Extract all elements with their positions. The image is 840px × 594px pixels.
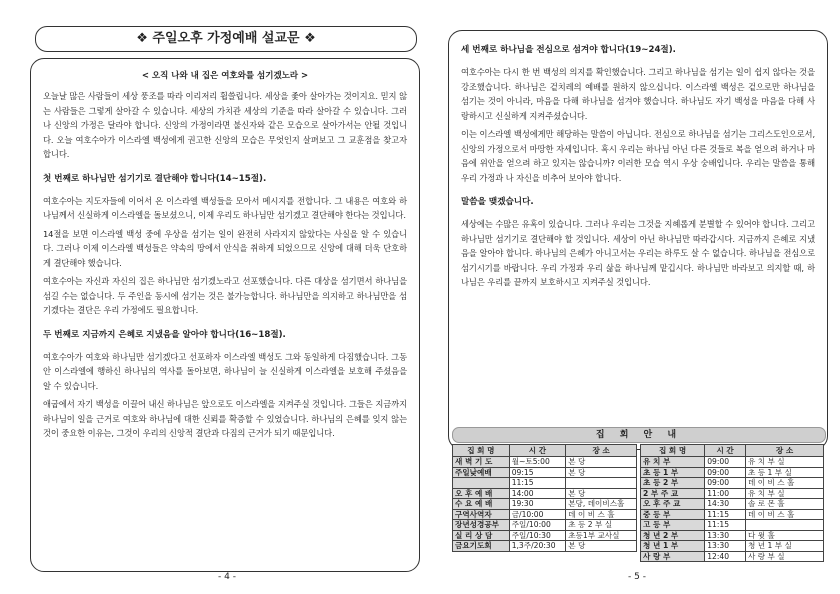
- meeting-time-cell: 주일/10:00: [509, 520, 566, 531]
- meeting-place-cell: 데 이 비 스 홀: [566, 509, 637, 520]
- meeting-guide-header: 집 회 안 내: [452, 427, 826, 443]
- meeting-place-cell: [566, 478, 637, 489]
- meeting-time-cell: 12:40: [705, 551, 746, 562]
- meeting-time-cell: 1,3주/20:30: [509, 541, 566, 552]
- section-2-paragraph-1: 여호수아가 여호와 하나님만 섬기겠다고 선포하자 이스라엘 백성도 그와 동일하게 다짐했습니다. 그동안 이스라엘에 행하신 하나님의 역사를 돌아보면, 하나님이 늘 신실하게 이스라엘을 보호해 주셨음을 알 수 있습니다.: [43, 351, 407, 391]
- meeting-name-cell: 오 후 예 배: [453, 488, 510, 499]
- meeting-time-cell: 11:15: [705, 520, 746, 531]
- sermon-right-panel: [448, 30, 828, 450]
- section-1-paragraph-2: 14절을 보면 이스라엘 백성 중에 우상을 섬기는 일이 완전히 사라지지 않았다는 사실을 알 수 있습니다. 그러나 이제 이스라엘 백성들은 약속의 땅에서 안식을 취하게 되었으므로 신앙에 대해 더욱 단호하게 결단해야 했습니다.: [43, 228, 407, 268]
- meeting-name-cell: 구역사역자: [453, 509, 510, 520]
- meeting-time-cell: 09:15: [509, 467, 566, 478]
- meeting-time-cell: 13:30: [705, 530, 746, 541]
- col-header: 집 회 명: [453, 445, 510, 457]
- meeting-name-cell: 2 부 주 교: [641, 488, 705, 499]
- meeting-table-left: [452, 444, 637, 552]
- meeting-place-cell: 본 당: [566, 467, 637, 478]
- meeting-name-cell: 오 후 주 교: [641, 499, 705, 510]
- meeting-place-cell: 솔 로 몬 홀: [746, 499, 824, 510]
- meeting-name-cell: 금요기도회: [453, 541, 510, 552]
- section-2-paragraph-2: 애굽에서 자기 백성을 이끌어 내신 하나님은 앞으로도 이스라엘을 지켜주실 것입니다. 그들은 지금까지 하나님이 일을 근거로 여호와 하나님에 대한 신뢰를 확증할 수 있었습니다. 하나님의 은혜를 잊지 않는 것이 중요한 이유는, 그것이 우리의 신앙적 결단과 다짐의 근거가 되기 때문입니다.: [43, 399, 407, 438]
- meeting-place-cell: 초 등 1 부 실: [746, 467, 824, 478]
- section-1-heading: 첫 번째로 하나님만 섬기기로 결단해야 합니다(14~15절).: [43, 173, 267, 184]
- table-row: [453, 467, 637, 478]
- meeting-name-cell: 중 등 부: [641, 509, 705, 520]
- meeting-name-cell: 새 벽 기 도: [453, 457, 510, 468]
- meeting-place-cell: 유 치 부 실: [746, 457, 824, 468]
- table-row: [641, 541, 824, 552]
- section-3-paragraph-2: 이는 이스라엘 백성에게만 해당하는 말씀이 아닙니다. 전심으로 하나님을 섬기는 그리스도인으로서, 신앙의 가정으로서 마땅한 자세입니다. 혹시 우리는 하나님 아닌 다른 것들로 복을 얻으려 하거나 마음에 위안을 얻으려 하고 있지는 않습니까? 이러한 모습 역시 우상 숭배입니다. 우리는 말씀을 통해 우리 가정과 나 자신을 비추어 보아야 합니다.: [461, 129, 815, 183]
- meeting-time-cell: 09:00: [705, 478, 746, 489]
- meeting-place-cell: 본 당: [566, 541, 637, 552]
- table-row: [453, 530, 637, 541]
- meeting-time-cell: 13:30: [705, 541, 746, 552]
- meeting-name-cell: 수 요 예 배: [453, 499, 510, 510]
- meeting-name-cell: [453, 478, 510, 489]
- table-row: [641, 530, 824, 541]
- section-2-heading: 두 번째로 지금까지 은혜로 지냈음을 알아야 합니다(16~18절).: [43, 329, 286, 340]
- sermon-subtitle: < 오직 나와 내 집은 여호와를 섬기겠노라 >: [141, 71, 309, 81]
- table-row: [641, 509, 824, 520]
- table-row: [641, 467, 824, 478]
- table-row: [453, 457, 637, 468]
- table-row: [453, 478, 637, 489]
- intro-paragraph: 오늘날 많은 사람들이 세상 풍조를 따라 이리저리 휩쓸립니다. 세상을 좇아 살아가는 것이지요. 믿지 않는 사람들은 그렇게 살아갈 수 있습니다. 세상의 가치관 세상의 기준을 따라 살아갈 수 있습니다. 그러나 신앙의 가정은 달라야 합니다. 신앙의 가정이라면 불신자와 같은 모습으로 살아가서는 안될 것입니다. 오늘 여호수아가 이스라엘 백성에게 권고한 신앙의 모습은 무엇인지 살펴보고 그 교훈점을 찾고자 합니다.: [43, 91, 407, 159]
- meeting-name-cell: 고 등 부: [641, 520, 705, 531]
- meeting-name-cell: 청 년 2 부: [641, 530, 705, 541]
- meeting-place-cell: 다 윗 홀: [746, 530, 824, 541]
- meeting-place-cell: 본당, 데이비스홀: [566, 499, 637, 510]
- section-1-paragraph-1: 여호수아는 지도자들에 이어서 온 이스라엘 백성들을 모아서 메시지를 전합니다. 그 내용은 여호와 하나님께서 신실하게 이스라엘을 돌보셨으니, 이제 우리도 하나님만 섬기겠고 결단해야 한다는 것입니다.: [43, 195, 407, 220]
- meeting-time-cell: 11:15: [509, 478, 566, 489]
- conclusion-paragraph: 세상에는 수많은 유혹이 있습니다. 그러나 우리는 그것을 지혜롭게 분별할 수 있어야 합니다. 그리고 하나님만 섬기기로 결단해야 할 것입니다. 세상이 아닌 하나님만 따라갑시다. 지금까지 은혜로 지냈음을 알아야 합니다. 하나님의 은혜가 아니고서는 우리는 하루도 살 수 없습니다. 하나님을 전심으로 섬기시기를 바랍니다. 우리 가정과 우리 삶을 하나님께 맡깁시다. 하나님만 바라보고 의지할 때, 하나님은 우리를 끝까지 보호하시고 지켜주실 것입니다.: [461, 219, 815, 287]
- col-header: 장 소: [746, 445, 824, 457]
- meeting-name-cell: 초 등 1 부: [641, 467, 705, 478]
- meeting-table-right: [640, 444, 824, 562]
- table-row: [641, 478, 824, 489]
- meeting-name-cell: 실 리 상 담: [453, 530, 510, 541]
- col-header: 집 회 명: [641, 445, 705, 457]
- col-header: 시 간: [509, 445, 566, 457]
- sermon-title: ❖ 주일오후 가정예배 설교문 ❖: [35, 26, 417, 52]
- meeting-place-cell: 본 당: [566, 488, 637, 499]
- section-3-paragraph-1: 여호수아는 다시 한 번 백성의 의지를 확인했습니다. 그리고 하나님을 섬기는 일이 쉽지 않다는 것을 강조했습니다. 하나님은 겉치레의 예배를 원하지 않으십니다. 이스라엘 백성은 겉으로만 하나님을 섬기는 것이 아니라, 마음을 다해 하나님을 섬겨야 했습니다. 하나님도 자기 백성을 마음을 다해 사랑하시고 신실하게 지켜주셨습니다.: [461, 67, 815, 121]
- meeting-place-cell: 청 년 1 부 실: [746, 541, 824, 552]
- meeting-name-cell: 유 치 부: [641, 457, 705, 468]
- table-row: [641, 499, 824, 510]
- table-row: [641, 520, 824, 531]
- page-number-right: - 5 -: [628, 572, 646, 582]
- table-row: [641, 457, 824, 468]
- col-header: 장 소: [566, 445, 637, 457]
- col-header: 시 간: [705, 445, 746, 457]
- meeting-time-cell: 09:00: [705, 457, 746, 468]
- table-row: [453, 509, 637, 520]
- meeting-place-cell: 데 이 비 스 홀: [746, 478, 824, 489]
- meeting-time-cell: 금/10:00: [509, 509, 566, 520]
- table-row: [641, 488, 824, 499]
- meeting-time-cell: 11:00: [705, 488, 746, 499]
- conclusion-heading: 말씀을 맺겠습니다.: [461, 197, 534, 207]
- meeting-time-cell: 월~토5:00: [509, 457, 566, 468]
- meeting-time-cell: 19:30: [509, 499, 566, 510]
- meeting-time-cell: 14:30: [705, 499, 746, 510]
- meeting-place-cell: 본 당: [566, 457, 637, 468]
- meeting-name-cell: 장년성경공부: [453, 520, 510, 531]
- meeting-name-cell: 사 랑 부: [641, 551, 705, 562]
- meeting-time-cell: 14:00: [509, 488, 566, 499]
- section-3-heading: 세 번째로 하나님을 전심으로 섬겨야 합니다(19~24절).: [461, 45, 676, 55]
- meeting-name-cell: 주일낮예배: [453, 467, 510, 478]
- meeting-place-cell: 유 치 부 실: [746, 488, 824, 499]
- meeting-place-cell: 초등1부 교사실: [566, 530, 637, 541]
- table-row: [453, 488, 637, 499]
- meeting-place-cell: 데 이 비 스 홀: [746, 509, 824, 520]
- meeting-place-cell: 초 등 2 부 실: [566, 520, 637, 531]
- meeting-place-cell: 사 랑 부 실: [746, 551, 824, 562]
- meeting-name-cell: 초 등 2 부: [641, 478, 705, 489]
- meeting-name-cell: 청 년 1 부: [641, 541, 705, 552]
- page-number-left: - 4 -: [218, 572, 236, 582]
- meeting-time-cell: 주일/10:30: [509, 530, 566, 541]
- sermon-left-panel: [30, 58, 420, 572]
- meeting-time-cell: 11:15: [705, 509, 746, 520]
- meeting-time-cell: 09:00: [705, 467, 746, 478]
- meeting-place-cell: [746, 520, 824, 531]
- table-row: [453, 520, 637, 531]
- table-row: [453, 541, 637, 552]
- table-row: [641, 551, 824, 562]
- table-row: [453, 499, 637, 510]
- section-1-paragraph-3: 여호수아는 자신과 자신의 집은 하나님만 섬기겠노라고 선포했습니다. 다른 대상을 섬기면서 하나님을 섬길 수는 없습니다. 두 주인을 동시에 섬기는 것은 불가능합니다. 하나님만을 의지하고 하나님만을 섬기겠다는 결단은 우리 가정에도 필요합니다.: [43, 276, 407, 315]
